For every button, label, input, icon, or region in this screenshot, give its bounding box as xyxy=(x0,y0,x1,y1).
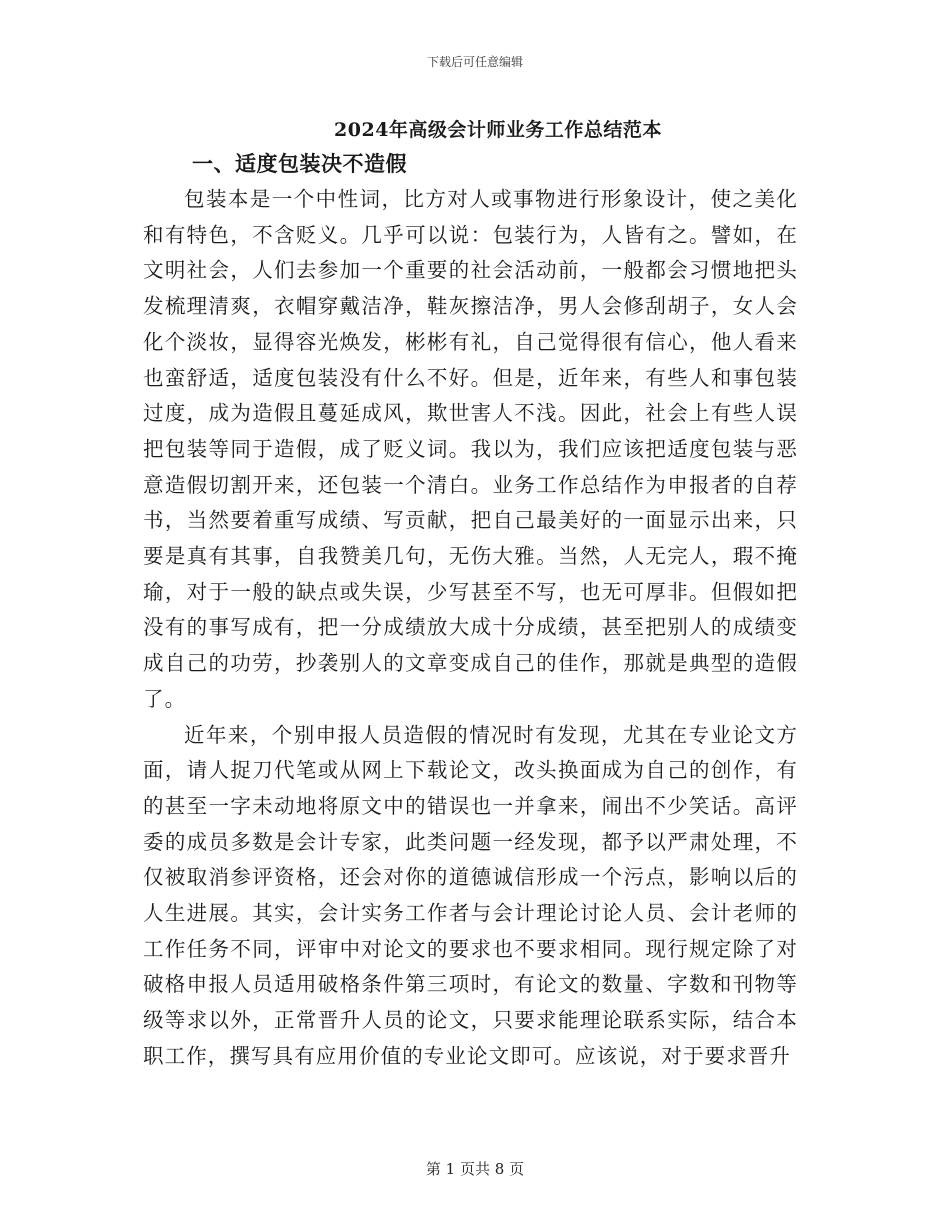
page-number: 第 1 页共 8 页 xyxy=(425,1160,525,1178)
section-heading: 一、适度包装决不造假 xyxy=(192,151,407,176)
document-body xyxy=(143,182,798,1075)
paragraph: 近年来，个别申报人员造假的情况时有发现，尤其在专业论文方面，请人捉刀代笔或从网上下载论文，改头换面成为自己的创作，有的甚至一字未动地将原文中的错误也一并拿来，闹出不少笑话。高评委的成员多数是会计专家，此类问题一经发现，都予以严肃处理，不仅被取消参评资格，还会对你的道德诚信形成一个污点，影响以后的人生进展。其实，会计实务工作者与会计理论讨论人员、会计老师的工作任务不同，评审中对论文的要求也不要求相同。现行规定除了对破格申报人员适用破格条件第三项时，有论文的数量、字数和刊物等级等求以外，正常晋升人员的论文，只要求能理论联系实际，结合本职工作，撰写具有应用价值的专业论文即可。应该说，对于要求晋升 xyxy=(143,722,798,1068)
document-title: 2024年高级会计师业务工作总结范本 xyxy=(334,119,662,141)
paragraph: 包装本是一个中性词，比方对人或事物进行形象设计，使之美化和有特色，不含贬义。几乎可以说：包装行为，人皆有之。譬如，在文明社会，人们去参加一个重要的社会活动前，一般都会习惯地把头发梳理清爽，衣帽穿戴洁净，鞋灰擦洁净，男人会修刮胡子，女人会化个淡妆，显得容光焕发，彬彬有礼，自己觉得很有信心，他人看来也蛮舒适，适度包装没有什么不好。但是，近年来，有些人和事包装过度，成为造假且蔓延成风，欺世害人不浅。因此，社会上有些人误把包装等同于造假，成了贬义词。我以为，我们应该把适度包装与恶意造假切割开来，还包装一个清白。业务工作总结作为申报者的自荐书，当然要着重写成绩、写贡献，把自己最美好的一面显示出来，只要是真有其事，自我赞美几句，无伤大雅。当然，人无完人，瑕不掩瑜，对于一般的缺点或失误，少写甚至不写，也无可厚非。但假如把没有的事写成有，把一分成绩放大成十分成绩，甚至把别人的成绩变成自己的功劳，抄袭别人的文章变成自己的佳作，那就是典型的造假了。 xyxy=(143,187,798,711)
header-note: 下载后可任意编辑 xyxy=(426,55,523,69)
